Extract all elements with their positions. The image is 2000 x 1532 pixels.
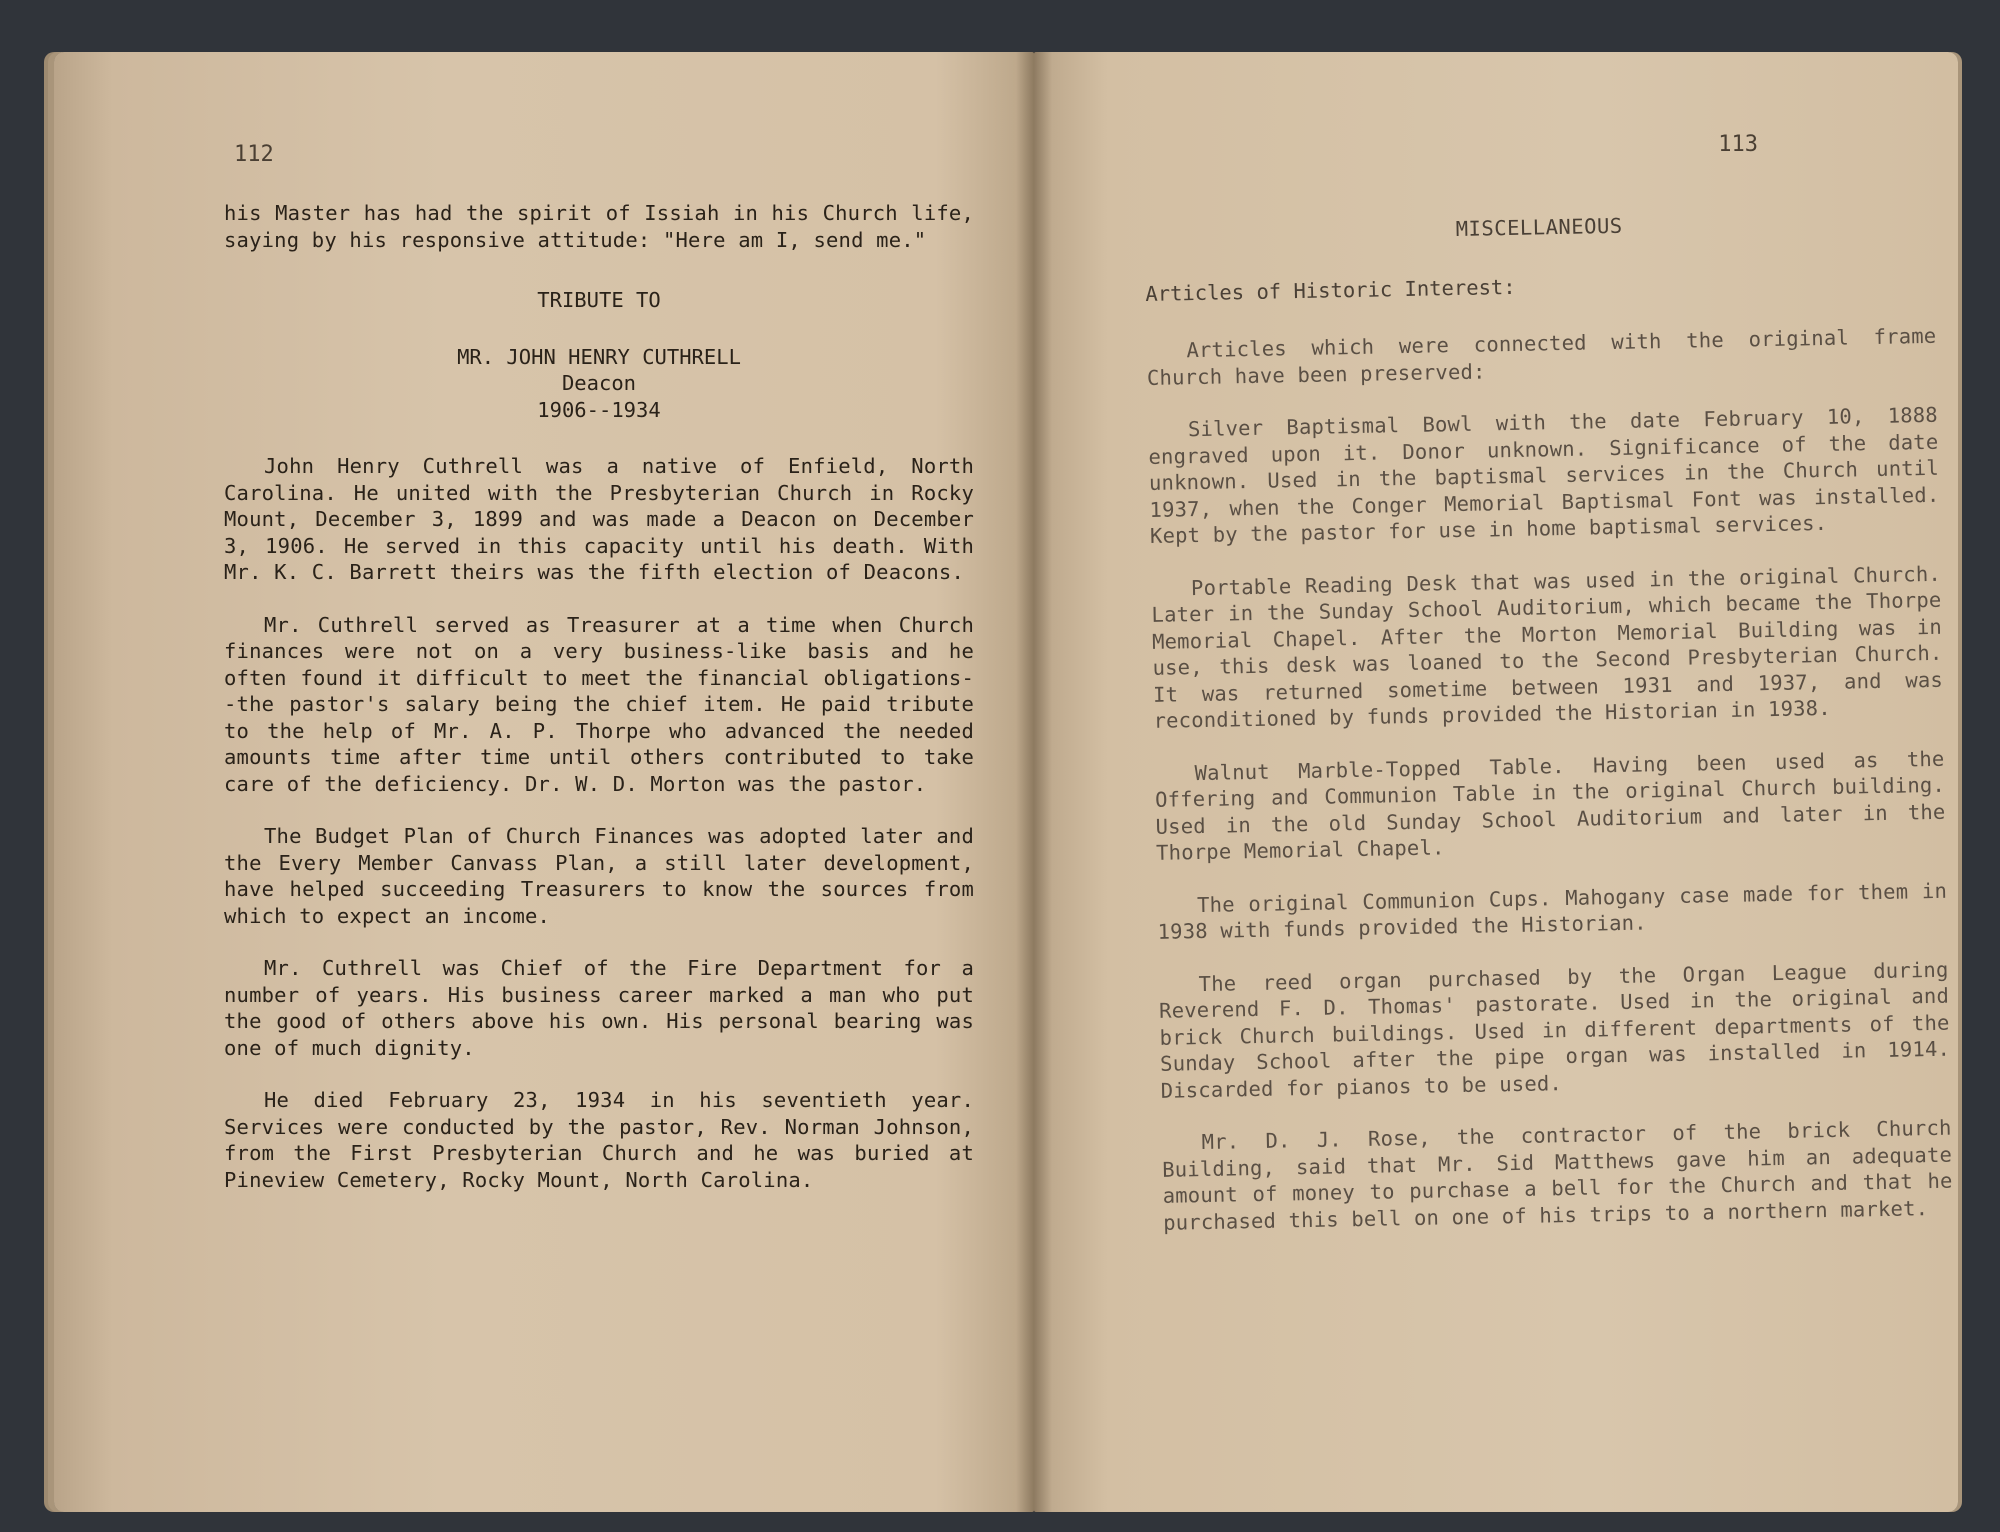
left-paragraph: John Henry Cuthrell was a native of Enfield, North Carolina. He united with the Presbyterian Church in Rocky Mount, December 3, 1899 and was made a Deacon on December 3, 1906. He served in this capacity until his death. With Mr. K. C. Barrett theirs was the fifth election of Deacons. (224, 454, 974, 584)
right-paragraph: Silver Baptismal Bowl with the date February 10, 1888 engraved upon it. Donor unknown. Significance of the date unknown. Used in the baptismal services in the Church until 1937, when the Conger Memorial Baptismal Font was installed. Kept by the pastor for use in home baptismal services. (1148, 402, 1940, 548)
tribute-heading: TRIBUTE TO (537, 288, 661, 312)
left-paragraph: Mr. Cuthrell was Chief of the Fire Department for a number of years. His business career marked a man who put the good of others above his own. His personal bearing was one of much dignity. (224, 956, 974, 1060)
left-page (54, 52, 1034, 1512)
right-page (1034, 52, 1958, 1512)
right-paragraph: Walnut Marble-Topped Table. Having been used as the Offering and Communion Table in the original Church building. Used in the old Sunday School Auditorium and later in the Thorpe Memorial Chapel. (1154, 746, 1946, 865)
miscellaneous-heading: MISCELLANEOUS (1455, 213, 1623, 242)
page-number-left: 112 (234, 142, 274, 167)
right-paragraph: The reed organ purchased by the Organ League during Reverend F. D. Thomas' pastorate. Used in the original and brick Church buildings. Used in different departments of the Sunday School after the pipe organ was installed in 1914. Discarded for pianos to be used. (1158, 957, 1951, 1103)
right-page-text (1144, 207, 1954, 1262)
tribute-role: Deacon (561, 371, 637, 395)
right-paragraph: The original Communion Cups. Mahogany case made for them in 1938 with funds provided the Historian. (1157, 878, 1948, 944)
right-paragraph: Articles which were connected with the original frame Church have been preserved: (1146, 323, 1937, 390)
left-paragraph: The Budget Plan of Church Finances was adopted later and the Every Member Canvass Plan, a still later development, have helped succeeding Treasurers to know the sources from which to expect an income. (224, 824, 974, 928)
section-label: Articles of Historic Interest: (1145, 274, 1516, 306)
right-paragraph: Portable Reading Desk that was used in the original Church. Later in the Sunday School Auditorium, which became the Thorpe Memorial Chapel. After the Morton Memorial Building was in use, this desk was loaned to the Second Presbyterian Church. It was returned sometime between 1931 and 1937, and was reconditioned by funds provided the Historian in 1938. (1151, 561, 1944, 733)
tribute-block (224, 344, 974, 424)
left-page-text (224, 200, 974, 1219)
book-gutter (1016, 52, 1052, 1512)
continuation-paragraph: his Master has had the spirit of Issiah in his Church life, saying by his responsive attitude: "Here am I, send me." (224, 201, 974, 252)
right-paragraph: Mr. D. J. Rose, the contractor of the brick Church Building, said that Mr. Sid Matthews gave him an adequate amount of money to purchase a bell for the Church and that he purchased this bell on one of his trips to a northern market. (1161, 1115, 1953, 1235)
tribute-name: MR. JOHN HENRY CUTHRELL (457, 344, 741, 369)
tribute-years: 1906--1934 (537, 397, 661, 422)
left-paragraph: Mr. Cuthrell served as Treasurer at a time when Church finances were not on a very business-like basis and he often found it difficult to meet the financial obligations--the pastor's salary being the chief item. He paid tribute to the help of Mr. A. P. Thorpe who advanced the needed amounts time after time until others contributed to take care of the deficiency. Dr. W. D. Morton was the pastor. (224, 612, 974, 796)
page-number-right: 113 (1718, 132, 1758, 157)
left-paragraph: He died February 23, 1934 in his seventieth year. Services were conducted by the pastor, Rev. Norman Johnson, from the First Presbyterian Church and he was buried at Pineview Cemetery, Rocky Mount, North Carolina. (224, 1088, 974, 1192)
open-book (54, 52, 1958, 1512)
